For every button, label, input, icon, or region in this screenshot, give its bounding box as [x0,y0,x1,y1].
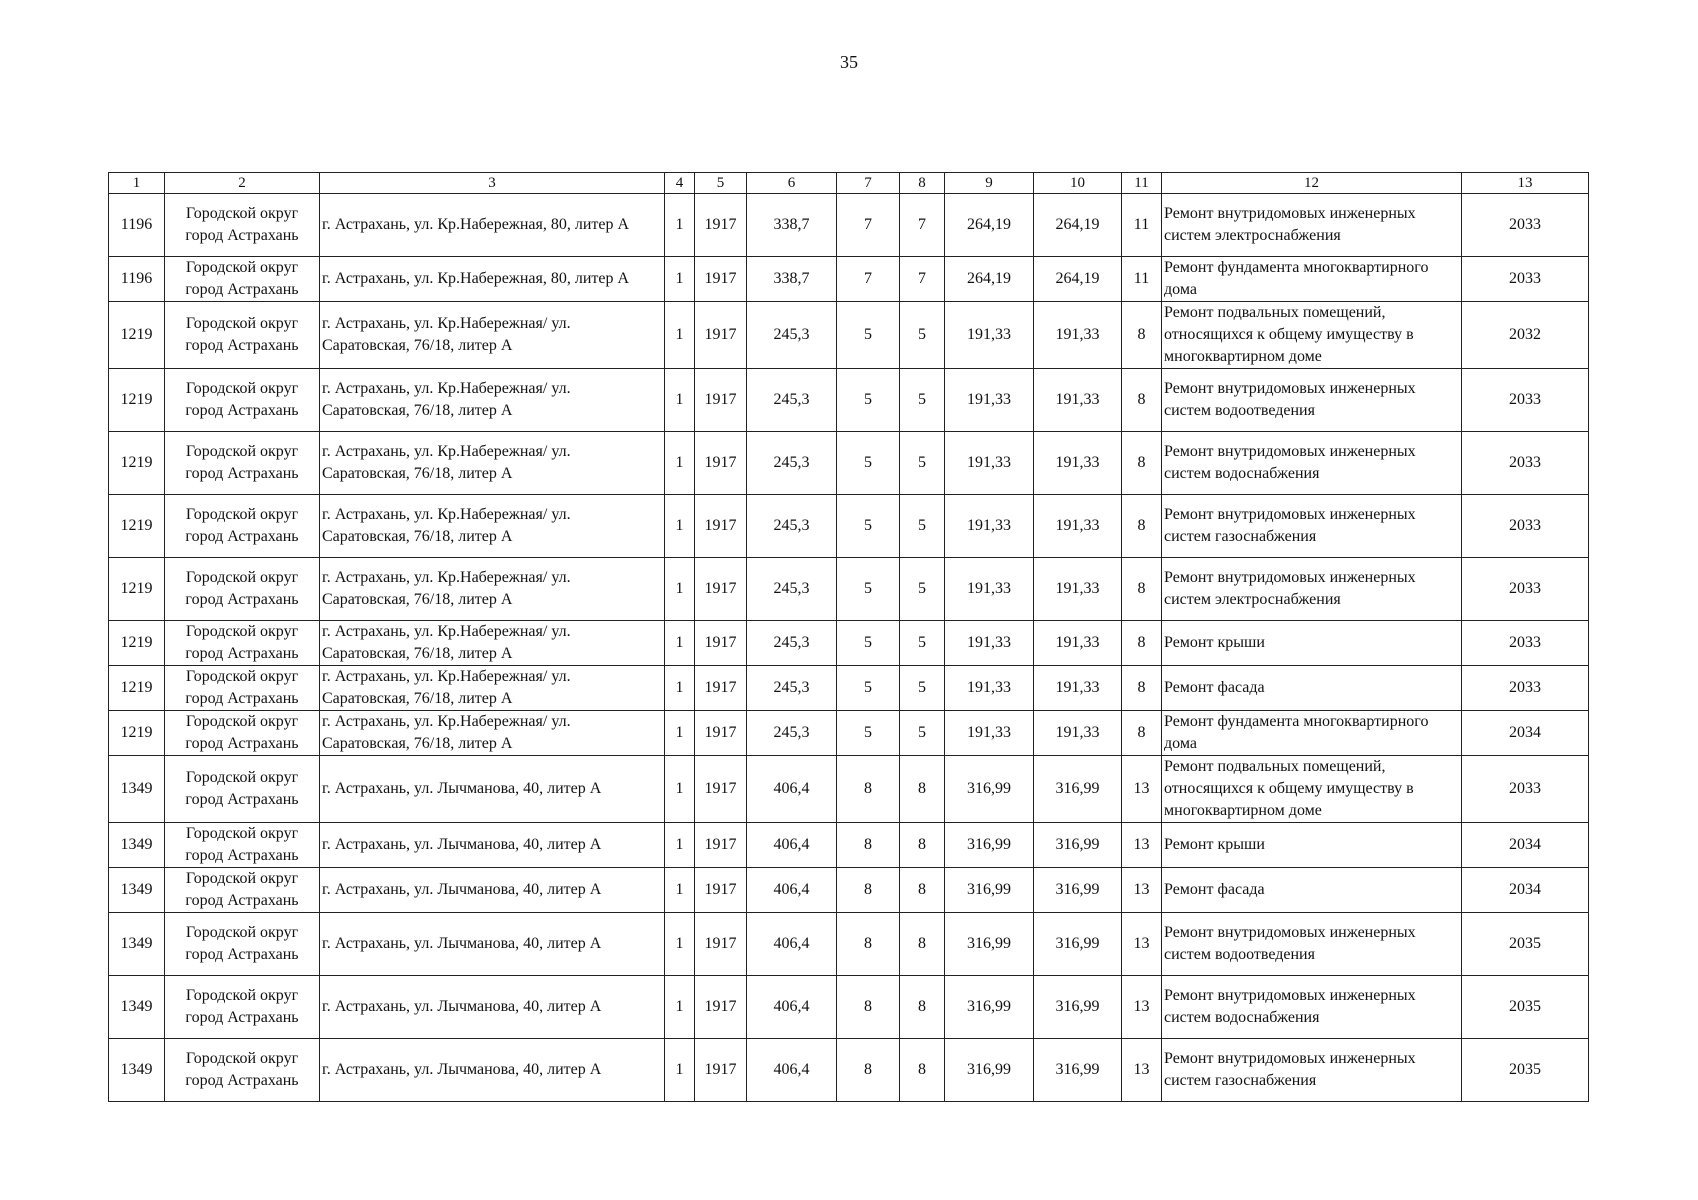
table-row [109,432,1589,495]
address-cell: г. Астрахань, ул. Кр.Набережная/ ул. Саратовская, 76/18, литер А [320,302,665,369]
table-row [109,1039,1589,1102]
col11-cell: 13 [1122,976,1162,1039]
area-cell: 406,4 [747,1039,837,1102]
table-row [109,868,1589,913]
col11-cell: 11 [1122,194,1162,257]
col7-cell: 5 [837,432,900,495]
col10-cell: 316,99 [1034,756,1122,823]
object-id-cell: 1349 [109,976,165,1039]
repair-year-cell: 2033 [1462,621,1589,666]
object-id-cell: 1219 [109,432,165,495]
address-cell: г. Астрахань, ул. Кр.Набережная/ ул. Саратовская, 76/18, литер А [320,621,665,666]
column-header: 2 [165,173,320,194]
repair-type-cell: Ремонт фундамента многоквартирного дома [1162,711,1462,756]
object-id-cell: 1219 [109,558,165,621]
col8-cell: 5 [900,369,945,432]
col7-cell: 5 [837,302,900,369]
column-header: 12 [1162,173,1462,194]
table-row [109,913,1589,976]
year-cell: 1917 [695,194,747,257]
col4-cell: 1 [665,756,695,823]
col10-cell: 191,33 [1034,558,1122,621]
column-header: 13 [1462,173,1589,194]
repair-type-cell: Ремонт внутридомовых инженерных систем газоснабжения [1162,495,1462,558]
col4-cell: 1 [665,1039,695,1102]
address-cell: г. Астрахань, ул. Кр.Набережная/ ул. Саратовская, 76/18, литер А [320,369,665,432]
object-id-cell: 1349 [109,1039,165,1102]
table-row [109,558,1589,621]
area-cell: 406,4 [747,823,837,868]
table-row [109,257,1589,302]
col9-cell: 316,99 [945,976,1034,1039]
year-cell: 1917 [695,302,747,369]
year-cell: 1917 [695,432,747,495]
col11-cell: 8 [1122,369,1162,432]
col7-cell: 7 [837,194,900,257]
address-cell: г. Астрахань, ул. Лычманова, 40, литер А [320,868,665,913]
table-row [109,756,1589,823]
col10-cell: 316,99 [1034,823,1122,868]
repair-year-cell: 2035 [1462,913,1589,976]
col9-cell: 264,19 [945,257,1034,302]
area-cell: 406,4 [747,868,837,913]
col11-cell: 13 [1122,868,1162,913]
col9-cell: 191,33 [945,495,1034,558]
col9-cell: 264,19 [945,194,1034,257]
address-cell: г. Астрахань, ул. Лычманова, 40, литер А [320,823,665,868]
table-row [109,976,1589,1039]
repair-type-cell: Ремонт внутридомовых инженерных систем водоснабжения [1162,976,1462,1039]
col10-cell: 191,33 [1034,432,1122,495]
repair-year-cell: 2033 [1462,194,1589,257]
col8-cell: 8 [900,1039,945,1102]
col10-cell: 316,99 [1034,1039,1122,1102]
area-cell: 245,3 [747,621,837,666]
municipality-cell: Городской округ город Астрахань [165,666,320,711]
address-cell: г. Астрахань, ул. Кр.Набережная/ ул. Саратовская, 76/18, литер А [320,432,665,495]
municipality-cell: Городской округ город Астрахань [165,1039,320,1102]
repair-type-cell: Ремонт внутридомовых инженерных систем газоснабжения [1162,1039,1462,1102]
object-id-cell: 1219 [109,621,165,666]
repair-type-cell: Ремонт подвальных помещений, относящихся к общему имуществу в многоквартирном доме [1162,756,1462,823]
column-header: 10 [1034,173,1122,194]
repair-year-cell: 2033 [1462,257,1589,302]
col8-cell: 7 [900,257,945,302]
col11-cell: 11 [1122,257,1162,302]
col7-cell: 5 [837,558,900,621]
col7-cell: 8 [837,756,900,823]
col7-cell: 5 [837,495,900,558]
repair-year-cell: 2035 [1462,1039,1589,1102]
col8-cell: 5 [900,495,945,558]
col9-cell: 316,99 [945,868,1034,913]
repair-year-cell: 2034 [1462,823,1589,868]
area-cell: 406,4 [747,976,837,1039]
col10-cell: 191,33 [1034,302,1122,369]
area-cell: 245,3 [747,666,837,711]
col4-cell: 1 [665,302,695,369]
col4-cell: 1 [665,369,695,432]
municipality-cell: Городской округ город Астрахань [165,868,320,913]
col7-cell: 8 [837,823,900,868]
col7-cell: 5 [837,666,900,711]
municipality-cell: Городской округ город Астрахань [165,621,320,666]
repair-type-cell: Ремонт крыши [1162,823,1462,868]
year-cell: 1917 [695,558,747,621]
area-cell: 245,3 [747,302,837,369]
repair-year-cell: 2034 [1462,711,1589,756]
table-row [109,495,1589,558]
col4-cell: 1 [665,432,695,495]
col11-cell: 8 [1122,495,1162,558]
municipality-cell: Городской округ город Астрахань [165,711,320,756]
col4-cell: 1 [665,823,695,868]
address-cell: г. Астрахань, ул. Лычманова, 40, литер А [320,1039,665,1102]
col10-cell: 191,33 [1034,495,1122,558]
col10-cell: 191,33 [1034,621,1122,666]
col10-cell: 264,19 [1034,194,1122,257]
col9-cell: 191,33 [945,711,1034,756]
repair-year-cell: 2034 [1462,868,1589,913]
col4-cell: 1 [665,194,695,257]
col8-cell: 5 [900,621,945,666]
col9-cell: 191,33 [945,558,1034,621]
col4-cell: 1 [665,621,695,666]
year-cell: 1917 [695,823,747,868]
repair-type-cell: Ремонт фасада [1162,868,1462,913]
municipality-cell: Городской округ город Астрахань [165,194,320,257]
object-id-cell: 1219 [109,369,165,432]
repair-type-cell: Ремонт крыши [1162,621,1462,666]
col11-cell: 8 [1122,302,1162,369]
object-id-cell: 1349 [109,756,165,823]
address-cell: г. Астрахань, ул. Кр.Набережная/ ул. Саратовская, 76/18, литер А [320,558,665,621]
table-row [109,823,1589,868]
col10-cell: 264,19 [1034,257,1122,302]
col11-cell: 13 [1122,1039,1162,1102]
repair-year-cell: 2032 [1462,302,1589,369]
area-cell: 245,3 [747,558,837,621]
area-cell: 245,3 [747,495,837,558]
area-cell: 245,3 [747,432,837,495]
column-header: 8 [900,173,945,194]
object-id-cell: 1219 [109,302,165,369]
col7-cell: 5 [837,711,900,756]
municipality-cell: Городской округ город Астрахань [165,913,320,976]
col11-cell: 13 [1122,913,1162,976]
repair-type-cell: Ремонт фасада [1162,666,1462,711]
year-cell: 1917 [695,913,747,976]
col7-cell: 5 [837,621,900,666]
repair-type-cell: Ремонт внутридомовых инженерных систем водоснабжения [1162,432,1462,495]
col7-cell: 8 [837,913,900,976]
repair-type-cell: Ремонт внутридомовых инженерных систем водоотведения [1162,913,1462,976]
col8-cell: 5 [900,558,945,621]
col9-cell: 316,99 [945,823,1034,868]
municipality-cell: Городской округ город Астрахань [165,976,320,1039]
col4-cell: 1 [665,711,695,756]
repair-year-cell: 2033 [1462,432,1589,495]
municipality-cell: Городской округ город Астрахань [165,257,320,302]
year-cell: 1917 [695,495,747,558]
area-cell: 338,7 [747,194,837,257]
column-header: 11 [1122,173,1162,194]
col9-cell: 316,99 [945,913,1034,976]
repair-year-cell: 2033 [1462,495,1589,558]
area-cell: 406,4 [747,756,837,823]
col7-cell: 8 [837,976,900,1039]
address-cell: г. Астрахань, ул. Кр.Набережная, 80, литер А [320,194,665,257]
col7-cell: 5 [837,369,900,432]
col10-cell: 191,33 [1034,711,1122,756]
object-id-cell: 1219 [109,711,165,756]
col8-cell: 8 [900,868,945,913]
col9-cell: 191,33 [945,666,1034,711]
object-id-cell: 1349 [109,868,165,913]
object-id-cell: 1219 [109,666,165,711]
address-cell: г. Астрахань, ул. Лычманова, 40, литер А [320,913,665,976]
col4-cell: 1 [665,976,695,1039]
object-id-cell: 1349 [109,913,165,976]
col11-cell: 8 [1122,432,1162,495]
table-row [109,711,1589,756]
table-row [109,369,1589,432]
col4-cell: 1 [665,558,695,621]
repair-type-cell: Ремонт внутридомовых инженерных систем электроснабжения [1162,194,1462,257]
col8-cell: 8 [900,913,945,976]
col9-cell: 316,99 [945,756,1034,823]
col4-cell: 1 [665,495,695,558]
col8-cell: 5 [900,302,945,369]
col7-cell: 8 [837,868,900,913]
year-cell: 1917 [695,666,747,711]
year-cell: 1917 [695,1039,747,1102]
address-cell: г. Астрахань, ул. Кр.Набережная/ ул. Саратовская, 76/18, литер А [320,711,665,756]
col10-cell: 316,99 [1034,976,1122,1039]
table-row [109,666,1589,711]
area-cell: 338,7 [747,257,837,302]
year-cell: 1917 [695,369,747,432]
repair-schedule-table [108,172,1589,1102]
col8-cell: 5 [900,711,945,756]
repair-type-cell: Ремонт подвальных помещений, относящихся к общему имуществу в многоквартирном доме [1162,302,1462,369]
area-cell: 245,3 [747,369,837,432]
column-header: 4 [665,173,695,194]
column-header: 6 [747,173,837,194]
column-header: 1 [109,173,165,194]
col7-cell: 7 [837,257,900,302]
area-cell: 406,4 [747,913,837,976]
col4-cell: 1 [665,257,695,302]
column-header: 3 [320,173,665,194]
col10-cell: 191,33 [1034,369,1122,432]
col10-cell: 316,99 [1034,913,1122,976]
repair-year-cell: 2033 [1462,558,1589,621]
col8-cell: 8 [900,976,945,1039]
table-row [109,194,1589,257]
repair-year-cell: 2033 [1462,756,1589,823]
year-cell: 1917 [695,868,747,913]
repair-type-cell: Ремонт внутридомовых инженерных систем водоотведения [1162,369,1462,432]
col9-cell: 191,33 [945,369,1034,432]
address-cell: г. Астрахань, ул. Кр.Набережная/ ул. Саратовская, 76/18, литер А [320,495,665,558]
municipality-cell: Городской округ город Астрахань [165,823,320,868]
year-cell: 1917 [695,257,747,302]
table-row [109,621,1589,666]
page-number: 35 [840,52,858,72]
address-cell: г. Астрахань, ул. Лычманова, 40, литер А [320,756,665,823]
object-id-cell: 1196 [109,257,165,302]
column-header: 9 [945,173,1034,194]
address-cell: г. Астрахань, ул. Кр.Набережная/ ул. Саратовская, 76/18, литер А [320,666,665,711]
col11-cell: 8 [1122,558,1162,621]
col8-cell: 5 [900,666,945,711]
year-cell: 1917 [695,756,747,823]
col8-cell: 8 [900,823,945,868]
table-body [109,194,1589,1102]
repair-type-cell: Ремонт фундамента многоквартирного дома [1162,257,1462,302]
repair-year-cell: 2035 [1462,976,1589,1039]
object-id-cell: 1196 [109,194,165,257]
municipality-cell: Городской округ город Астрахань [165,495,320,558]
col9-cell: 191,33 [945,432,1034,495]
column-number-row [109,173,1589,194]
col11-cell: 8 [1122,711,1162,756]
col11-cell: 8 [1122,666,1162,711]
object-id-cell: 1219 [109,495,165,558]
object-id-cell: 1349 [109,823,165,868]
col8-cell: 7 [900,194,945,257]
municipality-cell: Городской округ город Астрахань [165,369,320,432]
address-cell: г. Астрахань, ул. Кр.Набережная, 80, литер А [320,257,665,302]
col8-cell: 5 [900,432,945,495]
year-cell: 1917 [695,711,747,756]
repair-type-cell: Ремонт внутридомовых инженерных систем электроснабжения [1162,558,1462,621]
col9-cell: 191,33 [945,621,1034,666]
col11-cell: 13 [1122,756,1162,823]
address-cell: г. Астрахань, ул. Лычманова, 40, литер А [320,976,665,1039]
repair-year-cell: 2033 [1462,369,1589,432]
area-cell: 245,3 [747,711,837,756]
col4-cell: 1 [665,868,695,913]
year-cell: 1917 [695,621,747,666]
col7-cell: 8 [837,1039,900,1102]
col9-cell: 316,99 [945,1039,1034,1102]
column-header: 7 [837,173,900,194]
col11-cell: 8 [1122,621,1162,666]
col10-cell: 191,33 [1034,666,1122,711]
col4-cell: 1 [665,666,695,711]
col10-cell: 316,99 [1034,868,1122,913]
column-header: 5 [695,173,747,194]
municipality-cell: Городской округ город Астрахань [165,432,320,495]
table-row [109,302,1589,369]
col8-cell: 8 [900,756,945,823]
municipality-cell: Городской округ город Астрахань [165,756,320,823]
col9-cell: 191,33 [945,302,1034,369]
col4-cell: 1 [665,913,695,976]
col11-cell: 13 [1122,823,1162,868]
repair-year-cell: 2033 [1462,666,1589,711]
year-cell: 1917 [695,976,747,1039]
municipality-cell: Городской округ город Астрахань [165,558,320,621]
municipality-cell: Городской округ город Астрахань [165,302,320,369]
